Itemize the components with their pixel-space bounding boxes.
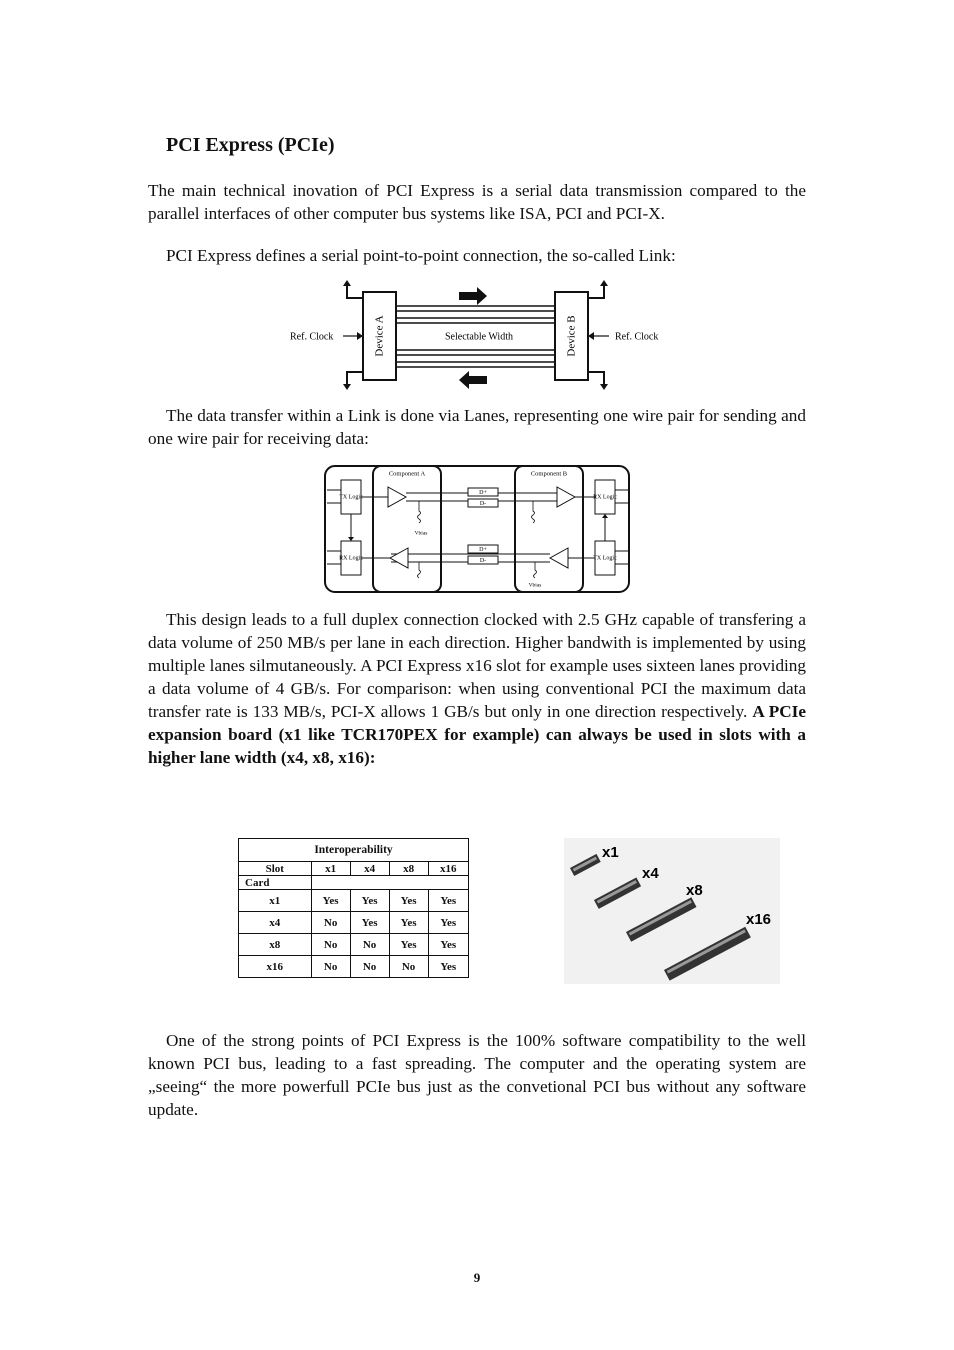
row-card-cell: x1 bbox=[239, 890, 312, 912]
table-row bbox=[239, 912, 469, 934]
column-header: x1 bbox=[311, 862, 350, 876]
table-cell: No bbox=[389, 956, 428, 978]
table-row bbox=[239, 890, 469, 912]
table-title: Interoperability bbox=[239, 839, 469, 862]
ref-clock-right-label: Ref. Clock bbox=[615, 331, 659, 343]
table-cell: No bbox=[311, 934, 350, 956]
table-cell: Yes bbox=[389, 912, 428, 934]
compat-paragraph: One of the strong points of PCI Express is the 100% software compatibility to the well known PCI bus, leading to a fast spreading. The computer and the operating system are „seeing“ the more powerfull PCIe bus just as the convetional PCI bus without any software update. bbox=[148, 1031, 806, 1119]
component-a-label: Component A bbox=[388, 470, 426, 478]
card-header: Card bbox=[239, 876, 312, 890]
intro-paragraph: The main technical inovation of PCI Express is a serial data transmission compared to the parallel interfaces of other computer bus systems like ISA, PCI and PCI-X. bbox=[148, 181, 806, 223]
column-header: x8 bbox=[389, 862, 428, 876]
table-cell: Yes bbox=[389, 890, 428, 912]
link-paragraph: PCI Express defines a serial point-to-point connection, the so-called Link: bbox=[166, 246, 676, 265]
d-minus-bottom: D- bbox=[479, 557, 487, 564]
slot-header: Slot bbox=[239, 862, 312, 876]
tx-logic-right: TX Logic bbox=[593, 555, 617, 562]
table-cell: Yes bbox=[428, 890, 468, 912]
table-cell: Yes bbox=[311, 890, 350, 912]
row-card-cell: x8 bbox=[239, 934, 312, 956]
section-heading: PCI Express (PCIe) bbox=[166, 134, 335, 156]
table-cell: No bbox=[311, 912, 350, 934]
table-cell: Yes bbox=[428, 956, 468, 978]
component-b-label: Component B bbox=[530, 470, 568, 478]
column-header: x4 bbox=[350, 862, 389, 876]
link-diagram bbox=[285, 280, 670, 392]
table-cell: Yes bbox=[389, 934, 428, 956]
ref-clock-left-label: Ref. Clock bbox=[290, 331, 334, 343]
table-cell: Yes bbox=[428, 912, 468, 934]
rx-logic-right: RX Logic bbox=[593, 494, 617, 501]
lanes-paragraph: The data transfer within a Link is done via Lanes, representing one wire pair for sending and one wire pair for receiving data: bbox=[148, 406, 806, 448]
slot-label-x8: x8 bbox=[686, 882, 703, 899]
table-cell: Yes bbox=[350, 912, 389, 934]
row-card-cell: x4 bbox=[239, 912, 312, 934]
d-minus-top: D- bbox=[479, 500, 487, 507]
d-plus-bottom: D+ bbox=[479, 546, 487, 553]
selectable-width-label: Selectable Width bbox=[444, 331, 514, 343]
lane-diagram bbox=[323, 463, 631, 595]
pcie-slots-illustration bbox=[564, 838, 780, 984]
column-header: x16 bbox=[428, 862, 468, 876]
slot-label-x4: x4 bbox=[642, 865, 659, 882]
d-plus-top: D+ bbox=[479, 489, 487, 496]
table-cell: No bbox=[311, 956, 350, 978]
duplex-bold-text: A PCIe expansion board (x1 like TCR170PEX for example) can always be used in slots with a higher lane width (x4, x8, x16): bbox=[148, 702, 806, 767]
device-b-label: Device B bbox=[565, 315, 578, 357]
table-cell: Yes bbox=[350, 890, 389, 912]
table-cell: Yes bbox=[428, 934, 468, 956]
table-row bbox=[239, 934, 469, 956]
device-a-label: Device A bbox=[373, 315, 386, 357]
row-card-cell: x16 bbox=[239, 956, 312, 978]
tx-logic-left: TX Logic bbox=[339, 494, 363, 501]
table-row bbox=[239, 956, 469, 978]
rx-logic-left: RX Logic bbox=[339, 555, 363, 562]
vbias-bottom: Vbias bbox=[528, 582, 542, 589]
slot-label-x16: x16 bbox=[746, 911, 772, 928]
table-cell: No bbox=[350, 934, 389, 956]
page-number: 9 bbox=[473, 1270, 481, 1285]
table-cell: No bbox=[350, 956, 389, 978]
interoperability-table bbox=[238, 838, 469, 978]
duplex-paragraph bbox=[148, 608, 806, 769]
slot-label-x1: x1 bbox=[602, 844, 619, 861]
vbias-top: Vbias bbox=[414, 530, 428, 537]
duplex-text: This design leads to a full duplex connection clocked with 2.5 GHz capable of transfering a data volume of 250 MB/s per lane in each direction. Higher bandwith is implemented by using multiple lanes silmutaneously. A PCI Express x16 slot for example uses sixteen lanes providing a data volume of 4 GB/s. For comparison: when using conventional PCI the maximum data transfer rate is 133 MB/s, PCI-X allows 1 GB/s but only in one direction respectively. bbox=[148, 610, 806, 721]
